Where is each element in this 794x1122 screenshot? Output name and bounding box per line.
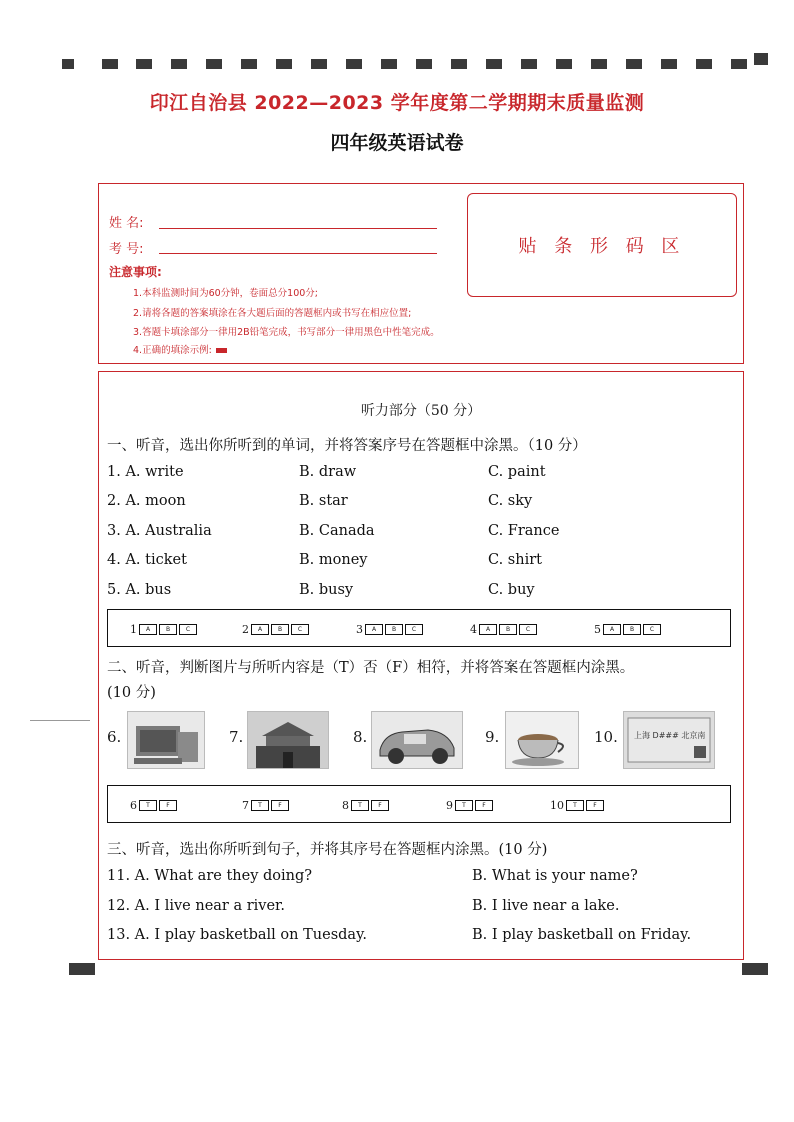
bubble-a[interactable]: A [479, 624, 497, 635]
notes-title: 注意事项: [109, 265, 162, 279]
bubble-c[interactable]: C [643, 624, 661, 635]
registration-mark [171, 59, 187, 69]
answer-group [356, 623, 423, 636]
scan-line [30, 720, 90, 721]
bubble-f[interactable]: F [475, 800, 493, 811]
question-option: B. Canada [299, 523, 375, 539]
registration-mark [521, 59, 537, 69]
answer-number: 1 [130, 623, 137, 636]
question-option: B. I live near a lake. [472, 898, 620, 914]
registration-mark [311, 59, 327, 69]
bubble-a[interactable]: A [251, 624, 269, 635]
picture-tiananmen [247, 711, 329, 769]
barcode-label: 贴 条 形 码 区 [518, 236, 686, 257]
registration-mark [62, 59, 74, 69]
answer-number: 5 [594, 623, 601, 636]
note-item: 2.请将各题的答案填涂在各大题后面的答题框内或书写在相应位置; [133, 308, 412, 319]
registration-mark [696, 59, 712, 69]
answer-group [130, 623, 197, 636]
bubble-c[interactable]: C [179, 624, 197, 635]
answer-group [446, 799, 493, 812]
ticket-icon [624, 712, 714, 768]
answer-number: 4 [470, 623, 477, 636]
part1-answer-box [107, 609, 731, 647]
question-option: 2. A. moon [107, 493, 186, 509]
bubble-t[interactable]: T [566, 800, 584, 811]
answer-number: 8 [342, 799, 349, 812]
question-option: C. sky [488, 493, 533, 509]
registration-mark [136, 59, 152, 69]
question-option: B. draw [299, 464, 357, 480]
bubble-b[interactable]: B [623, 624, 641, 635]
answer-group [550, 799, 604, 812]
registration-mark [276, 59, 292, 69]
question-option: B. What is your name? [472, 868, 638, 884]
registration-mark [241, 59, 257, 69]
car-icon [372, 712, 462, 768]
registration-mark [381, 59, 397, 69]
top-registration-marks [60, 59, 772, 71]
question-option: 12. A. I live near a river. [107, 898, 286, 914]
bubble-a[interactable]: A [603, 624, 621, 635]
bubble-a[interactable]: A [365, 624, 383, 635]
bubble-t[interactable]: T [455, 800, 473, 811]
answer-number: 6 [130, 799, 137, 812]
picture-number: 10. [594, 728, 618, 746]
registration-mark [451, 59, 467, 69]
answer-number: 7 [242, 799, 249, 812]
question-option: B. money [299, 552, 368, 568]
registration-mark [754, 53, 768, 65]
section-title: 听力部分（50 分） [360, 403, 482, 419]
note-item: 1.本科监测时间为60分钟，卷面总分100分; [133, 288, 318, 299]
question-option: 5. A. bus [107, 582, 172, 598]
picture-train-ticket [623, 711, 715, 769]
bubble-a[interactable]: A [139, 624, 157, 635]
picture-car [371, 711, 463, 769]
note-item: 4.正确的填涂示例: [133, 345, 212, 356]
part2-heading: 二、听音，判断图片与所听内容是（T）否（F）相符，并将答案在答题框内涂黑。 [107, 660, 635, 676]
registration-mark [556, 59, 572, 69]
question-option: 13. A. I play basketball on Tuesday. [107, 927, 367, 943]
bubble-f[interactable]: F [159, 800, 177, 811]
note-item-fill-example [133, 342, 227, 356]
question-option: 11. A. What are they doing? [107, 868, 313, 884]
picture-number: 8. [353, 728, 368, 746]
question-option: 3. A. Australia [107, 523, 212, 539]
bubble-c[interactable]: C [519, 624, 537, 635]
bubble-b[interactable]: B [499, 624, 517, 635]
question-option: C. France [488, 523, 560, 539]
question-option: B. busy [299, 582, 354, 598]
name-field[interactable] [159, 228, 437, 229]
question-option: C. buy [488, 582, 535, 598]
bubble-b[interactable]: B [159, 624, 177, 635]
picture-number: 9. [485, 728, 500, 746]
registration-mark [742, 963, 768, 975]
answer-group [242, 623, 309, 636]
name-label: 姓 名: [109, 216, 144, 231]
bubble-f[interactable]: F [271, 800, 289, 811]
barcode-area [467, 193, 737, 297]
registration-mark [591, 59, 607, 69]
part2-points: (10 分) [107, 685, 156, 701]
ticket-text: 上海 D### 北京南 [634, 731, 706, 740]
answer-group [594, 623, 661, 636]
exam-title: 印江自治县 2022—2023 学年度第二学期期末质量监测 [149, 92, 645, 114]
picture-tea [505, 711, 579, 769]
exam-number-label: 考 号: [109, 242, 144, 257]
listening-section [98, 371, 744, 960]
bubble-t[interactable]: T [351, 800, 369, 811]
bubble-f[interactable]: F [586, 800, 604, 811]
picture-computer [127, 711, 205, 769]
part1-heading: 一、听音，选出你所听到的单词，并将答案序号在答题框中涂黑。（10 分） [107, 438, 587, 454]
student-info-box [98, 183, 744, 364]
exam-number-field[interactable] [159, 253, 437, 254]
note-item: 3.答题卡填涂部分一律用2B铅笔完成，书写部分一律用黑色中性笔完成。 [133, 327, 440, 338]
answer-group [342, 799, 389, 812]
bubble-c[interactable]: C [291, 624, 309, 635]
bubble-t[interactable]: T [139, 800, 157, 811]
part2-answer-box [107, 785, 731, 823]
bubble-t[interactable]: T [251, 800, 269, 811]
fill-example-mark [216, 348, 227, 353]
question-option: B. star [299, 493, 348, 509]
answer-group [470, 623, 537, 636]
tea-cup-icon [506, 712, 578, 768]
bubble-f[interactable]: F [371, 800, 389, 811]
answer-group [130, 799, 177, 812]
question-option: 1. A. write [107, 464, 184, 480]
registration-mark [626, 59, 642, 69]
question-option: B. I play basketball on Friday. [472, 927, 692, 943]
exam-subtitle: 四年级英语试卷 [330, 132, 464, 154]
registration-mark [69, 963, 95, 975]
answer-number: 10 [550, 799, 564, 812]
question-option: 4. A. ticket [107, 552, 187, 568]
bubble-b[interactable]: B [271, 624, 289, 635]
picture-number: 6. [107, 728, 122, 746]
bubble-c[interactable]: C [405, 624, 423, 635]
computer-icon [128, 712, 204, 768]
part3-heading: 三、听音，选出你所听到句子，并将其序号在答题框内涂黑。(10 分) [107, 842, 548, 858]
registration-mark [486, 59, 502, 69]
registration-mark [346, 59, 362, 69]
question-option: C. shirt [488, 552, 542, 568]
question-option: C. paint [488, 464, 546, 480]
picture-number: 7. [229, 728, 244, 746]
registration-mark [206, 59, 222, 69]
answer-number: 9 [446, 799, 453, 812]
registration-mark [416, 59, 432, 69]
registration-mark [731, 59, 747, 69]
building-icon [248, 712, 328, 768]
answer-number: 2 [242, 623, 249, 636]
registration-mark [661, 59, 677, 69]
answer-number: 3 [356, 623, 363, 636]
registration-mark [102, 59, 118, 69]
answer-group [242, 799, 289, 812]
bubble-b[interactable]: B [385, 624, 403, 635]
